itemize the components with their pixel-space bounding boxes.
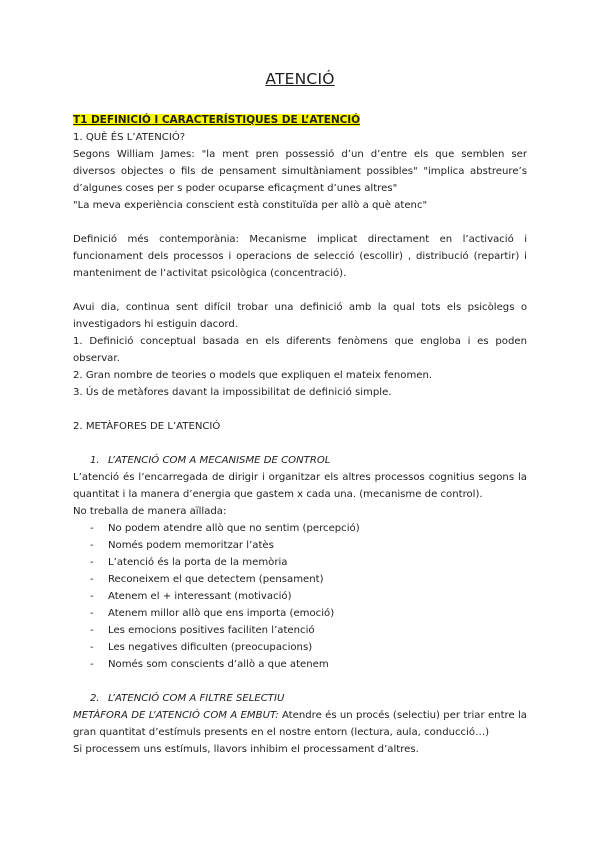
modern-definition: Definició més contemporània: Mecanisme implicat directament en l’activació i funcionament dels processos i operacions de selecció (escollir) , distribució (repartir) i manteniment de l’activitat psicològica (concentració). (73, 234, 527, 279)
metaphor-2-lead: METÀFORA DE L’ATENCIÓ COM A EMBUT: (73, 710, 279, 721)
list-item: - Atenem el + interessant (motivació) (73, 588, 527, 605)
list-item: - No podem atendre allò que no sentim (percepció) (73, 520, 527, 537)
list-item: - Les emocions positives faciliten l’atenció (73, 622, 527, 639)
reason-2: 2. Gran nombre de teories o models que expliquen el mateix fenomen. (73, 370, 433, 381)
list-item: - Atenem millor allò que ens importa (emoció) (73, 605, 527, 622)
metaphor-2-number: 2. (90, 693, 100, 704)
t1-heading: T1 DEFINICIÓ I CARACTERÍSTIQUES DE L’ATENCIÓ (73, 114, 361, 126)
reason-1: 1. Definició conceptual basada en els diferents fenòmens que engloba i es poden observar. (73, 336, 527, 364)
metaphor-2-body (73, 707, 527, 741)
metaphor-2-title: L’ATENCIÓ COM A FILTRE SELECTIU (108, 693, 285, 704)
page-title: ATENCIÓ (265, 70, 335, 88)
metaphor-2-heading (73, 690, 527, 707)
list-item: - Reconeixem el que detectem (pensament) (73, 571, 527, 588)
metaphor-2-last: Si processem uns estímuls, llavors inhibim el processament d’altres. (73, 744, 419, 755)
list-item: - Només podem memoritzar l’atès (73, 537, 527, 554)
metaphor-1-body: L’atenció és l’encarregada de dirigir i organitzar els altres processos cognitius segons la quantitat i la manera d’energia que gastem x cada una. (mecanisme de control). (73, 472, 527, 500)
metaphor-2-text: Atendre és un procés (selectiu) per triar entre la gran quantitat d’estímuls presents en el nostre entorn (lectura, aula, conducció…) (73, 710, 527, 738)
james-quote: "La meva experiència conscient està constituïda per allò a què atenc" (73, 200, 428, 211)
s1-heading: 1. QUÈ ÉS L’ATENCIÓ? (73, 132, 186, 143)
metaphor-1-list (73, 520, 527, 673)
list-item: - Les negatives dificulten (preocupacions) (73, 639, 527, 656)
metaphor-1-number: 1. (90, 455, 100, 466)
metaphor-1-title: L’ATENCIÓ COM A MECANISME DE CONTROL (108, 455, 331, 466)
list-item: - Només som conscients d’allò a que atenem (73, 656, 527, 673)
document-body (73, 112, 527, 758)
metaphor-1-heading (73, 452, 527, 469)
reason-3: 3. Ús de metàfores davant la impossibilitat de definició simple. (73, 387, 392, 398)
james-definition: Segons William James: "la ment pren possessió d’un d’entre els que semblen ser diversos objectes o fils de pensament simultàniament possibles" "implica abstreure’s d’algunes coses per s poder ocuparse eficaçment d’unes altres" (73, 149, 527, 194)
list-item: - L’atenció és la porta de la memòria (73, 554, 527, 571)
today-paragraph: Avui dia, continua sent difícil trobar una definició amb la qual tots els psicòlegs o investigadors hi estiguin dacord. (73, 302, 527, 330)
metaphor-1-intro: No treballa de manera aïllada: (73, 506, 227, 517)
s2-heading: 2. METÀFORES DE L’ATENCIÓ (73, 421, 221, 432)
